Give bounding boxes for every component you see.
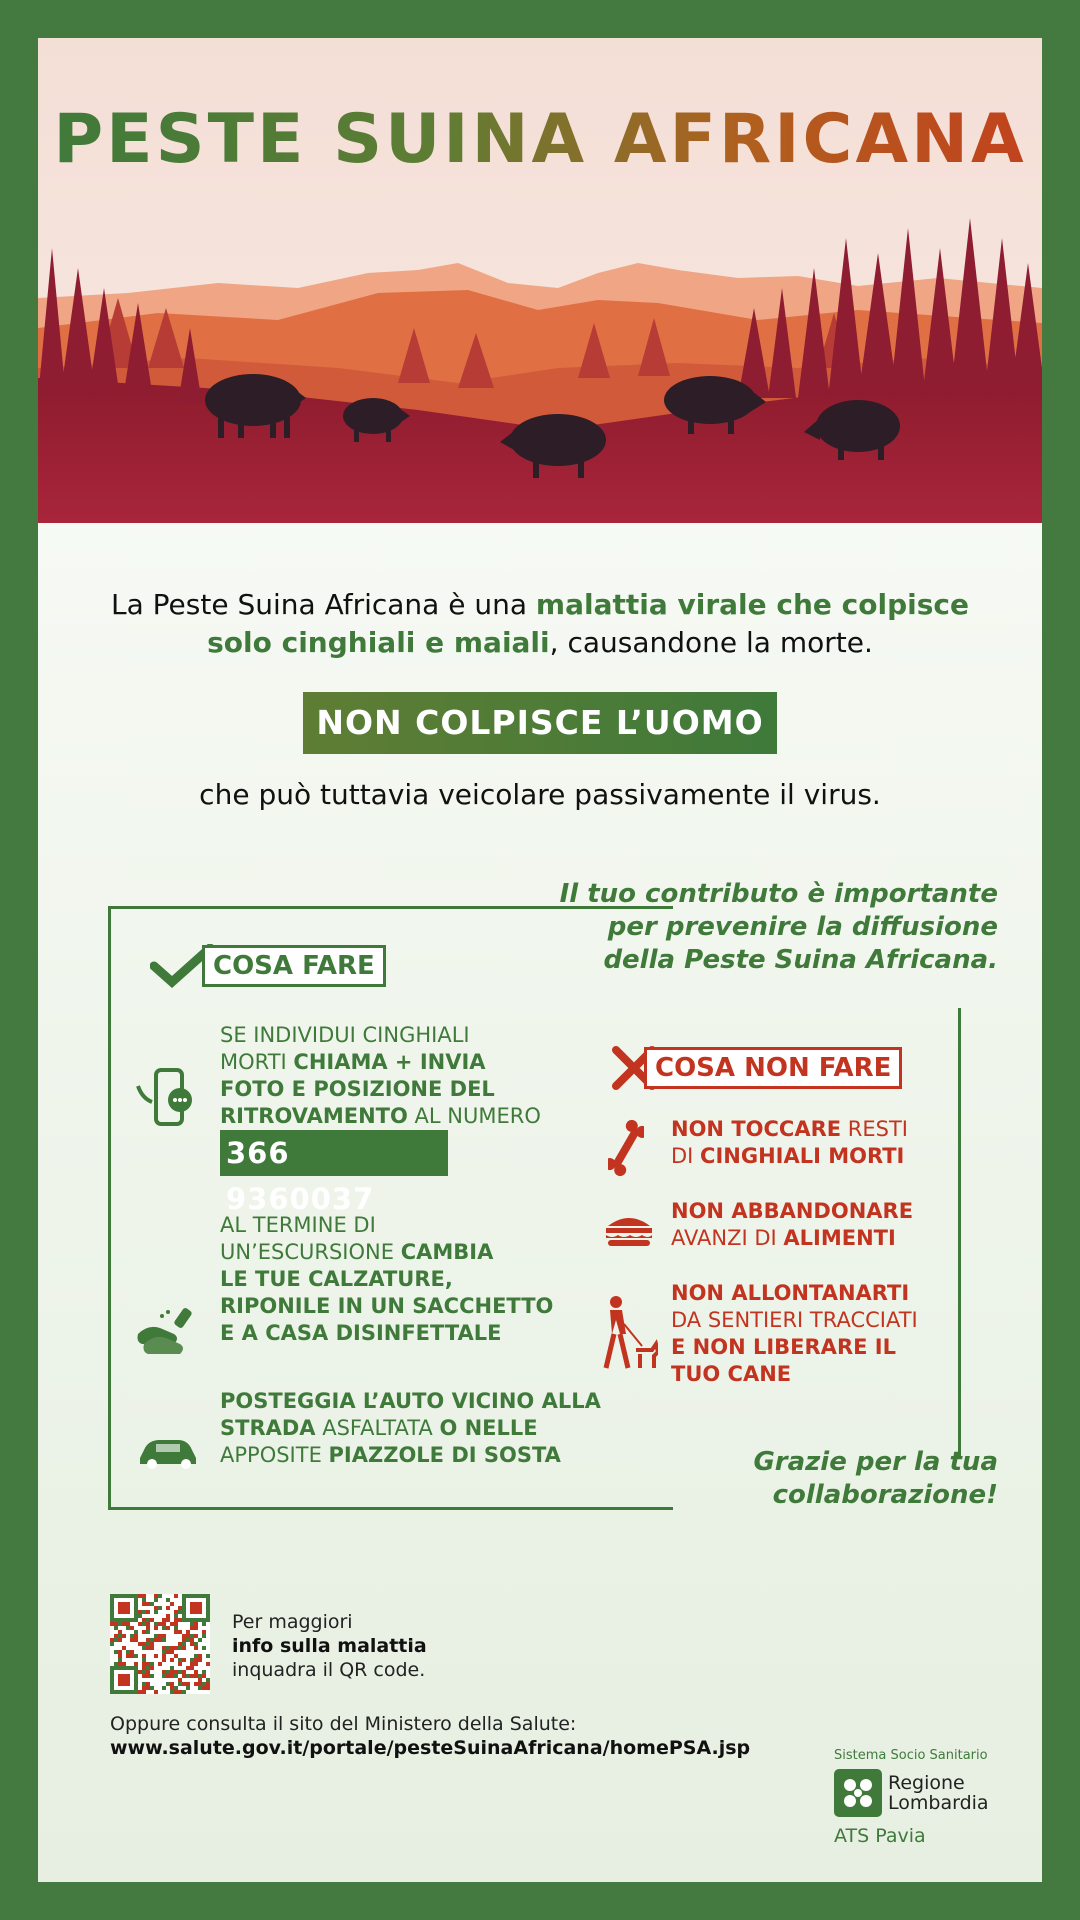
- item-bold-text: TUO CANE: [671, 1362, 792, 1386]
- item-text: UN’ESCURSIONE: [220, 1240, 401, 1264]
- item-line: [671, 1116, 908, 1143]
- qr-code[interactable]: [110, 1594, 210, 1694]
- poster-title: PESTE SUINA AFRICANA: [38, 100, 1042, 179]
- item-line: [220, 1293, 553, 1320]
- item-bold-text: STRADA: [220, 1416, 316, 1440]
- bone-icon: [608, 1116, 644, 1180]
- item-text: DA SENTIERI TRACCIATI: [671, 1308, 918, 1332]
- item-bold-text: CHIAMA + INVIA: [293, 1050, 486, 1074]
- item-line: [220, 1076, 541, 1103]
- phone-number[interactable]: 366 9360037: [220, 1130, 448, 1176]
- qr-caption-line: Per maggiori: [232, 1611, 353, 1633]
- after-banner-text: che può tuttavia veicolare passivamente il virus.: [199, 778, 881, 811]
- item-bold-text: LE TUE CALZATURE,: [220, 1267, 453, 1291]
- item-text: AL TERMINE DI: [220, 1213, 376, 1237]
- item-text: RESTI: [841, 1117, 908, 1141]
- intro-highlight: malattia virale che colpisce solo cinghiali e maiali: [207, 588, 969, 659]
- poster-panel: [38, 38, 1042, 1882]
- item-line: [220, 1239, 553, 1266]
- item-text: SE INDIVIDUI CINGHIALI: [220, 1023, 470, 1047]
- ministry-site: [110, 1712, 750, 1760]
- item-text: MORTI: [220, 1050, 294, 1074]
- item-line: [671, 1198, 913, 1225]
- item-line: [671, 1143, 908, 1170]
- thanks-line: collaborazione!: [772, 1480, 998, 1510]
- item-text: AL NUMERO: [407, 1104, 541, 1128]
- item-line: [671, 1225, 913, 1252]
- qr-caption-bold: info sulla malattia: [232, 1635, 427, 1657]
- item-bold-text: CINGHIALI MORTI: [700, 1144, 905, 1168]
- site-url-link[interactable]: www.salute.gov.it/portale/pesteSuinaAfricana/homePSA.jsp: [110, 1737, 751, 1759]
- item-bold-text: POSTEGGIA L’AUTO VICINO ALLA: [220, 1389, 601, 1413]
- item-bold-text: E A CASA DISINFETTALE: [220, 1321, 502, 1345]
- item-bold-text: PIAZZOLE DI SOSTA: [328, 1443, 561, 1467]
- item-line: [220, 1442, 601, 1469]
- logo-ats-text: ATS Pavia: [834, 1825, 926, 1847]
- shoe-disinfect-icon: [134, 1300, 200, 1356]
- not-human-banner: NON COLPISCE L’UOMO: [303, 692, 777, 754]
- site-caption: Oppure consulta il sito del Ministero della Salute:: [110, 1713, 577, 1735]
- item-line: [220, 1049, 541, 1076]
- item-bold-text: NON ABBANDONARE: [671, 1199, 914, 1223]
- item-bold-text: ALIMENTI: [783, 1226, 896, 1250]
- item-line: [671, 1361, 918, 1388]
- item-line: [220, 1103, 541, 1130]
- contribution-text: [508, 878, 998, 977]
- do-heading: [150, 944, 386, 988]
- car-icon: [136, 1436, 202, 1470]
- item-bold-text: NON TOCCARE: [671, 1117, 842, 1141]
- dont-label: COSA NON FARE: [644, 1047, 902, 1089]
- item-bold-text: FOTO E POSIZIONE DEL: [220, 1077, 495, 1101]
- qr-caption: [232, 1610, 427, 1682]
- item-text: ASFALTATA: [315, 1416, 440, 1440]
- item-line: [220, 1022, 541, 1049]
- item-line: [220, 1266, 553, 1293]
- do-item-parking: [220, 1388, 601, 1469]
- logo-system-text: Sistema Socio Sanitario: [834, 1748, 988, 1763]
- contribution-line: della Peste Suina Africana.: [603, 945, 998, 975]
- dont-item-touch: [671, 1116, 908, 1170]
- item-line: [220, 1415, 601, 1442]
- do-label: COSA FARE: [202, 945, 386, 987]
- thanks-line: Grazie per la tua: [753, 1447, 998, 1477]
- item-line: [671, 1334, 918, 1361]
- item-line: [220, 1212, 553, 1239]
- regione-lombardia-logo: [834, 1748, 1014, 1847]
- item-bold-text: RITROVAMENTO: [220, 1104, 408, 1128]
- item-text: APPOSITE: [220, 1443, 329, 1467]
- item-text: DI: [671, 1144, 701, 1168]
- dont-heading: [610, 1044, 902, 1092]
- smartphone-call-icon: [134, 1066, 198, 1130]
- do-item-report: [220, 1022, 541, 1130]
- do-item-shoes: [220, 1212, 553, 1347]
- dont-item-trail: [671, 1280, 918, 1388]
- logo-name-line: Lombardia: [888, 1792, 989, 1814]
- item-line: [220, 1388, 601, 1415]
- thanks-text: [638, 1446, 998, 1512]
- logo-name-line: Regione: [888, 1772, 965, 1794]
- contribution-line: Il tuo contributo è importante: [559, 879, 998, 909]
- item-bold-text: O NELLE: [439, 1416, 538, 1440]
- item-bold-text: CAMBIA: [400, 1240, 494, 1264]
- sandwich-icon: [604, 1212, 654, 1248]
- dont-item-food: [671, 1198, 913, 1252]
- intro-part1: La Peste Suina Africana è una: [111, 588, 536, 621]
- item-bold-text: NON ALLONTANARTI: [671, 1281, 910, 1305]
- qr-caption-line: inquadra il QR code.: [232, 1659, 426, 1681]
- item-line: [671, 1280, 918, 1307]
- contribution-line: per prevenire la diffusione: [607, 912, 998, 942]
- item-line: [220, 1320, 553, 1347]
- item-line: [671, 1307, 918, 1334]
- item-text: AVANZI DI: [671, 1226, 784, 1250]
- person-walking-dog-icon: [598, 1294, 658, 1372]
- dont-box-frame: [958, 1008, 961, 1456]
- item-bold-text: E NON LIBERARE IL: [671, 1335, 896, 1359]
- intro-text: [78, 586, 1002, 662]
- rose-camuna-icon: [834, 1769, 882, 1817]
- intro-part2: , causandone la morte.: [549, 626, 873, 659]
- item-bold-text: RIPONILE IN UN SACCHETTO: [220, 1294, 554, 1318]
